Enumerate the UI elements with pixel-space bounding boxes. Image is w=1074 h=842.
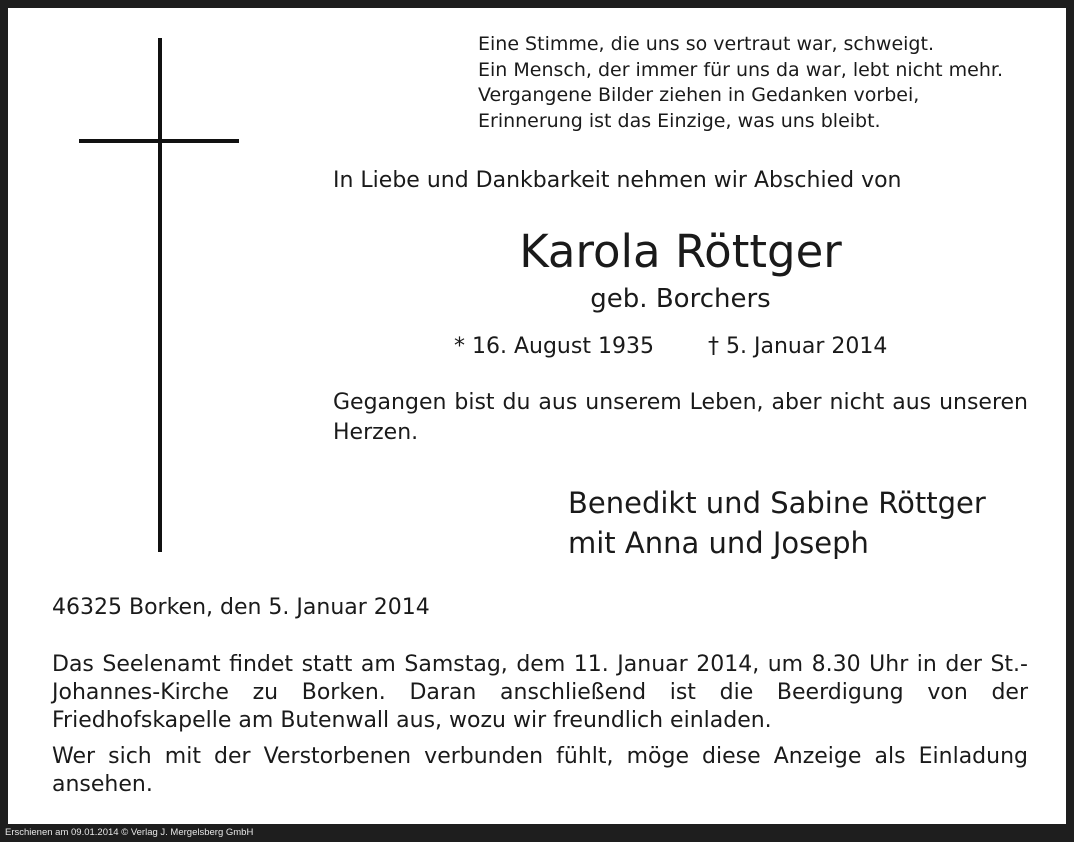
poem-line: Ein Mensch, der immer für uns da war, lebt nicht mehr. <box>478 58 1003 81</box>
invitation-note: Wer sich mit der Verstorbenen verbunden fühlt, möge diese Anzeige als Einladung ansehen. <box>52 744 1028 797</box>
mourner-line: mit Anna und Joseph <box>568 526 869 560</box>
mourners <box>568 483 986 563</box>
poem-line: Eine Stimme, die uns so vertraut war, schweigt. <box>478 33 934 55</box>
place-date: 46325 Borken, den 5. Januar 2014 <box>52 595 430 620</box>
obituary-card <box>8 8 1066 824</box>
death-date: † 5. Januar 2014 <box>708 334 888 359</box>
cross-icon <box>158 38 162 552</box>
service-details: Das Seelenamt findet statt am Samstag, dem 11. Januar 2014, um 8.30 Uhr in der St.-Johannes-Kirche zu Borken. Daran anschließend ist die Beerdigung von der Friedhofskapelle am Butenwall aus, wozu wir freundlich einladen. <box>52 652 1028 733</box>
maiden-name: geb. Borchers <box>590 284 771 314</box>
publication-footer: Erschienen am 09.01.2014 © Verlag J. Mergelsberg GmbH <box>5 827 254 838</box>
poem <box>478 32 1003 134</box>
poem-line: Vergangene Bilder ziehen in Gedanken vorbei, <box>478 84 920 106</box>
cross-icon-bar <box>79 139 239 143</box>
intro-text: In Liebe und Dankbarkeit nehmen wir Abschied von <box>333 168 902 193</box>
quote: Gegangen bist du aus unserem Leben, aber nicht aus unseren Herzen. <box>333 390 1028 445</box>
deceased-name: Karola Röttger <box>519 225 842 278</box>
poem-line: Erinnerung ist das Einzige, was uns bleibt. <box>478 109 881 132</box>
mourner-line: Benedikt und Sabine Röttger <box>568 486 986 520</box>
birth-date: * 16. August 1935 <box>454 334 654 359</box>
